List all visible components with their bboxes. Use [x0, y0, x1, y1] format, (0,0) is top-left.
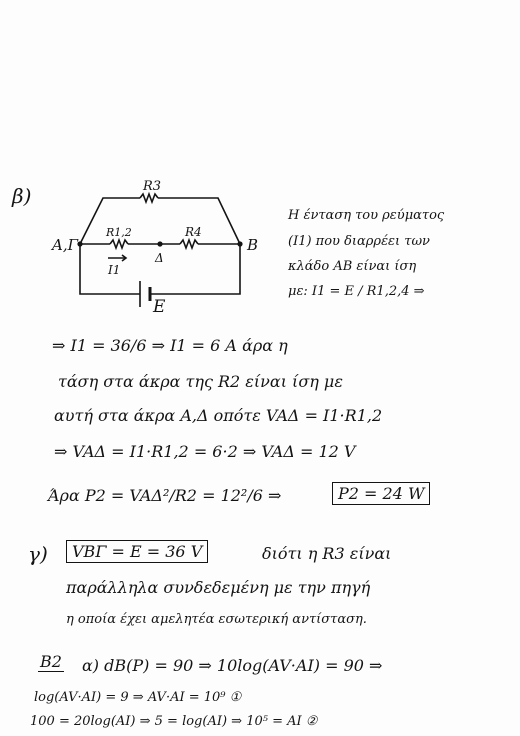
result-p2-box: P2 = 24 W [332, 482, 430, 505]
line-b-2: τάση στα άκρα της R2 είναι ίση με [58, 372, 343, 391]
label-node-right: B [247, 236, 259, 254]
label-source: E [153, 297, 166, 317]
line-b-4: ⇒ VAΔ = I1·R1,2 = 6·2 ⇒ VAΔ = 12 V [54, 442, 356, 461]
line-b2-3: 100 = 20log(AI) ⇒ 5 = log(AI) ⇒ 10⁵ = AI ② [30, 714, 318, 729]
label-r12: R1,2 [106, 226, 132, 239]
section-b-label: β) [12, 184, 32, 208]
label-current: I1 [108, 263, 121, 277]
note-line-4: με: I1 = E / R1,2,4 ⇒ [288, 284, 425, 299]
label-r4: R4 [185, 225, 202, 239]
label-node-left: A,Γ [52, 236, 79, 254]
line-c-3: η οποία έχει αμελητέα εσωτερική αντίσταση. [66, 612, 367, 627]
vbg-box: VBΓ = E = 36 V [66, 540, 208, 563]
label-node-mid: Δ [155, 251, 164, 265]
line-b-1: ⇒ I1 = 36/6 ⇒ I1 = 6 A άρα η [52, 336, 288, 355]
section-c-label: γ) [28, 542, 48, 566]
line-b2-2: log(AV·AI) = 9 ⇒ AV·AI = 10⁹ ① [34, 690, 242, 705]
label-r3: R3 [143, 179, 162, 194]
note-line-1: Η ένταση του ρεύματος [288, 208, 445, 223]
line-b-5: Άρα P2 = VAΔ²/R2 = 12²/6 ⇒ [48, 486, 282, 505]
note-line-3: κλάδο AB είναι ίση [288, 259, 417, 274]
line-c-1: διότι η R3 είναι [262, 544, 392, 563]
section-b2-label: B2 [40, 652, 62, 671]
line-b2-1: α) dB(P) = 90 ⇒ 10log(AV·AI) = 90 ⇒ [82, 656, 383, 675]
line-b-3: αυτή στα άκρα A,Δ οπότε VAΔ = I1·R1,2 [54, 406, 383, 425]
line-c-2: παράλληλα συνδεδεμένη με την πηγή [66, 578, 371, 597]
note-line-2: (I1) που διαρρέει των [288, 234, 430, 249]
